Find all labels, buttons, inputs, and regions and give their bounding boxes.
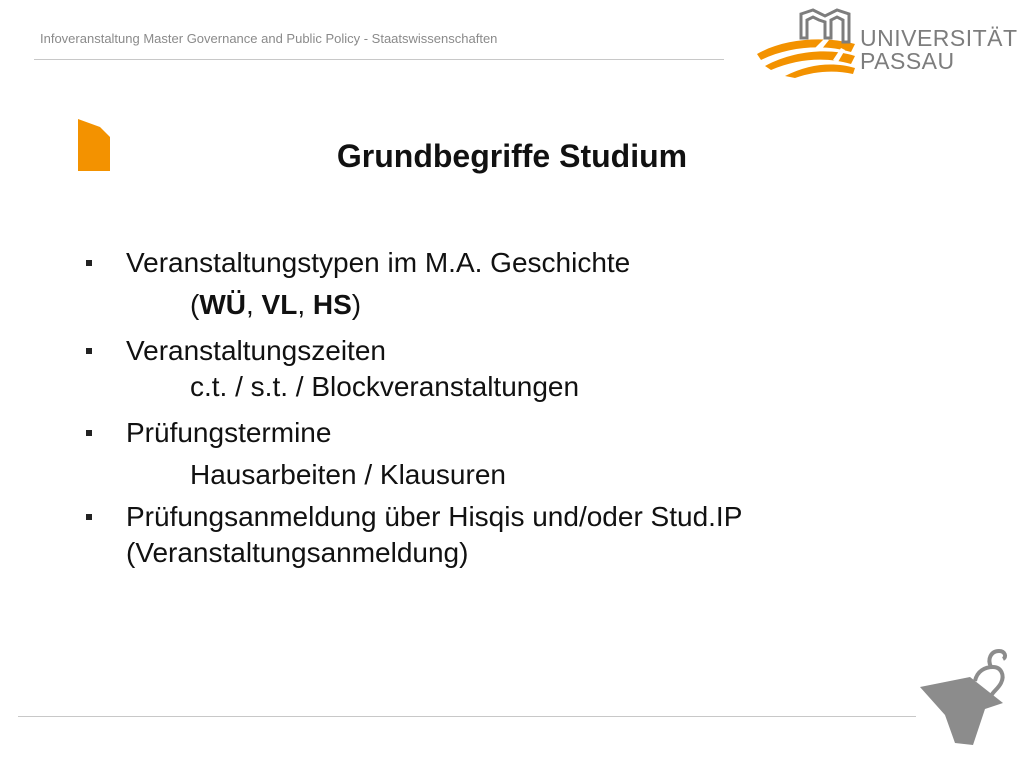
slide-title — [0, 138, 1024, 175]
logo-word-passau: PASSAU — [860, 48, 955, 74]
list-item-subtext: Hausarbeiten / Klausuren — [190, 459, 506, 490]
bullet-icon — [86, 260, 92, 266]
list-item-text: Prüfungstermine — [126, 417, 332, 448]
logo-word-universitaet: UNIVERSITÄT — [860, 25, 1018, 51]
list-item-subtext: (Veranstaltungsanmeldung) — [126, 537, 469, 568]
abbr-hs: HS — [312, 289, 352, 320]
header-divider — [34, 59, 724, 60]
paren-close: ) — [351, 289, 362, 320]
list-item-subtext: c.t. / s.t. / Blockveranstaltungen — [190, 371, 580, 402]
bullet-icon — [86, 430, 92, 436]
list-item — [86, 333, 966, 405]
slide-title-text: Grundbegriffe Studium — [336, 138, 688, 174]
paren-open: ( — [190, 289, 200, 320]
separator: , — [245, 289, 262, 320]
presentation-header: Infoveranstaltung Master Governance and Public Policy - Staatswissenschaften — [40, 31, 498, 46]
mascot-hat-icon — [915, 645, 1010, 750]
bullet-list — [86, 245, 966, 571]
bullet-icon — [86, 514, 92, 520]
list-item-subtext — [126, 287, 966, 323]
abbr-vl: VL — [261, 289, 298, 320]
list-item-text: Prüfungsanmeldung über Hisqis und/oder Stud.IP — [126, 501, 743, 532]
bullet-icon — [86, 348, 92, 354]
list-item — [86, 499, 966, 571]
footer-divider — [18, 716, 916, 717]
list-item-text: Veranstaltungstypen im M.A. Geschichte — [126, 247, 631, 278]
separator: , — [297, 289, 313, 320]
list-item — [86, 415, 966, 493]
abbr-wue: WÜ — [199, 289, 246, 320]
list-item — [86, 245, 966, 323]
list-item-text: Veranstaltungszeiten — [126, 335, 386, 366]
